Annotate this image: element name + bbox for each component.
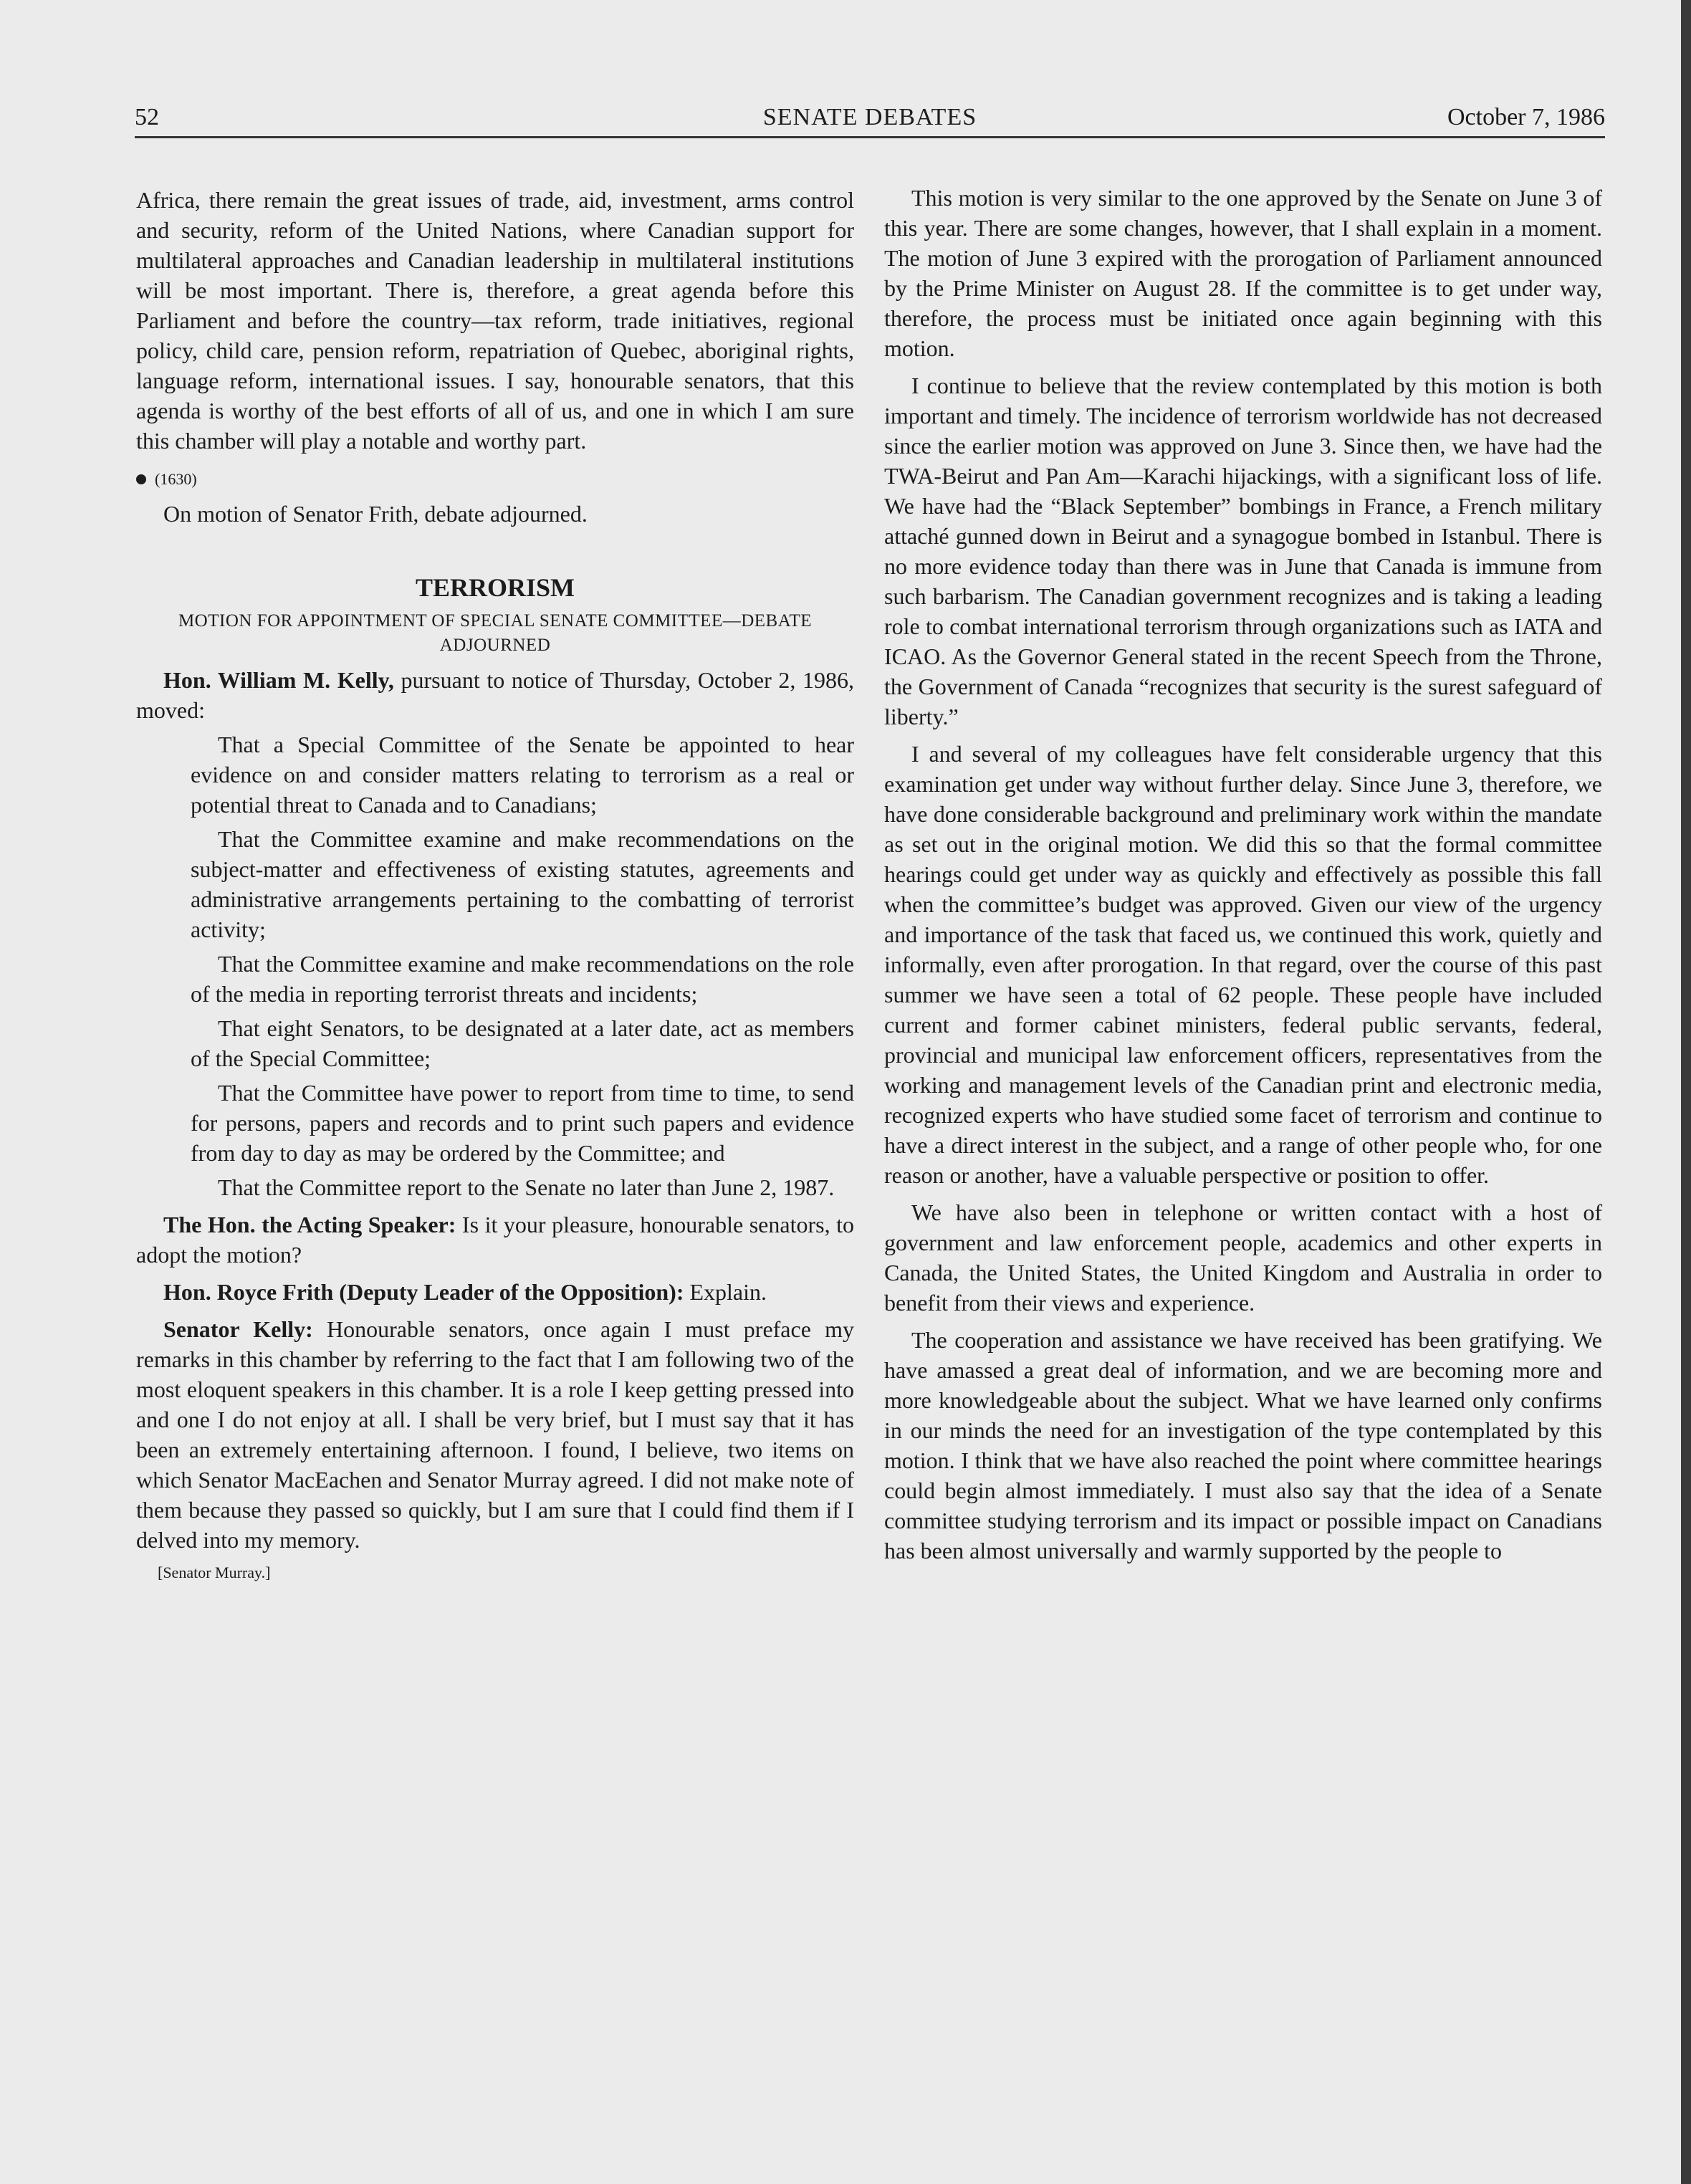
scan-edge: [1681, 0, 1691, 2184]
page-header: [135, 99, 1605, 138]
opening-paragraph: Africa, there remain the great issues of trade, aid, investment, arms control and security, reform of the United Nations, where Canadian support for multilateral approaches and Canadian leadership in multilateral institutions will be most important. There is, therefore, a great agenda before this Parliament and before the country—tax reform, trade initiatives, regional policy, child care, pension reform, repatriation of Quebec, aboriginal rights, language reform, international issues. I say, honourable senators, that this agenda is worthy of the best efforts of all of us, and one in which I am sure this chamber will play a notable and worthy part.: [136, 187, 854, 454]
motion-clause: That eight Senators, to be designated at a later date, act as members of the Special Committee;: [191, 1015, 854, 1071]
motion-text: [191, 729, 854, 1202]
motion-clause: That the Committee report to the Senate no later than June 2, 1987.: [218, 1174, 835, 1200]
issue-date: October 7, 1986: [1447, 104, 1605, 130]
speaker-name: The Hon. the Acting Speaker:: [163, 1212, 456, 1237]
right-column: [884, 183, 1602, 1566]
paragraph: I and several of my colleagues have felt considerable urgency that this examination get under way without further delay. Since June 3, therefore, we have done considerable background and preliminary work within the mandate as set out in the original motion. We did this so that the formal committee hearings could get under way as quickly and effectively as possible this fall when the committee’s budget was approved. Given our view of the urgency and importance of the task that faced us, we continued this work, quietly and informally, even after prorogation. In that regard, over the course of this past summer we have seen a total of 62 people. These people have included current and former cabinet ministers, federal public servants, federal, provincial and municipal law enforcement officers, representatives from the working and management levels of the Canadian print and electronic media, recognized experts who have studied some facet of terrorism and continue to have a direct interest in the subject, and a range of other people who, for one reason or another, have a valuable perspective or position to offer.: [884, 741, 1602, 1188]
paragraph: We have also been in telephone or written contact with a host of government and law enforcement people, academics and other experts in Canada, the United States, the United Kingdom and Australia in order to benefit from their views and experience.: [884, 1199, 1602, 1316]
motion-clause: That a Special Committee of the Senate be appointed to hear evidence on and consider matters relating to terrorism as a real or potential threat to Canada and to Canadians;: [191, 732, 854, 818]
time-marker: [136, 469, 854, 490]
page-number: 52: [135, 104, 159, 130]
motion-clause: That the Committee examine and make recommendations on the role of the media in reporting terrorist threats and incidents;: [191, 951, 854, 1007]
speaker-name: Senator Kelly:: [163, 1316, 313, 1342]
paragraph: This motion is very similar to the one approved by the Senate on June 3 of this year. There are some changes, however, that I shall explain in a moment. The motion of June 3 expired with the prorogation of Parliament announced by the Prime Minister on August 28. If the committee is to get under way, therefore, the process must be initiated once again beginning with this motion.: [884, 185, 1602, 361]
adjournment-note: On motion of Senator Frith, debate adjourned.: [163, 501, 588, 527]
motion-clause: That the Committee examine and make recommendations on the subject-matter and effectiveness of existing statutes, agreements and administrative arrangements pertaining to the combatting of terrorist activity;: [191, 826, 854, 942]
journal-title: SENATE DEBATES: [762, 104, 977, 130]
motion-clause: That the Committee have power to report from time to time, to send for persons, papers and records and to print such papers and evidence from day to day as may be ordered by the Committee; and: [191, 1080, 854, 1166]
frith-remark: [136, 1277, 854, 1307]
left-column: [136, 185, 854, 1584]
time-marker-text: (1630): [155, 470, 197, 488]
speaker-name: Hon. William M. Kelly,: [163, 667, 394, 693]
speech-text: Honourable senators, once again I must preface my remarks in this chamber by referring to the fact that I am following two of the most eloquent speakers in this chamber. It is a role I keep getting pressed into and one I do not enjoy at all. I shall be very brief, but I must say that it has been an extremely entertaining afternoon. I found, I believe, two items on which Senator MacEachen and Senator Murray agreed. I did not make note of them because they passed so quickly, but I am sure that I could find them if I delved into my memory.: [136, 1316, 855, 1553]
acting-speaker-remark: [136, 1210, 854, 1270]
speech-text: Is it your pleasure, honourable senators, to adopt the motion?: [136, 1212, 855, 1268]
paragraph: I continue to believe that the review contemplated by this motion is both important and timely. The incidence of terrorism worldwide has not decreased since the earlier motion was approved on June 3. Since then, we have had the TWA-Beirut and Pan Am—Karachi hijackings, with a significant loss of life. We have had the “Black September” bombings in France, a French military attaché gunned down in Beirut and a synagogue bombed in Istanbul. There is no more evidence today than there was in June that Canada is immune from such barbarism. The Canadian government recognizes and is taking a leading role to combat international terrorism through organizations such as IATA and ICAO. As the Governor General stated in the recent Speech from the Throne, the Government of Canada “recognizes that security is the surest safeguard of liberty.”: [884, 373, 1602, 729]
speech-text: pursuant to notice of Thursday, October 2, 1986, moved:: [136, 667, 855, 723]
attribution-note: [Senator Murray.]: [158, 1563, 271, 1581]
speech-text: Explain.: [684, 1279, 767, 1305]
bullet-icon: [136, 474, 146, 484]
section-subtitle: MOTION FOR APPOINTMENT OF SPECIAL SENATE COMMITTEE—DEBATE ADJOURNED: [178, 611, 813, 655]
kelly-speech: [136, 1314, 854, 1555]
section-title: TERRORISM: [415, 573, 575, 602]
kelly-intro: [136, 665, 854, 725]
paragraph: The cooperation and assistance we have received has been gratifying. We have amassed a great deal of information, and we are becoming more and more knowledgeable about the subject. What we have learned only confirms in our minds the need for an investigation of the type contemplated by this motion. I think that we have also reached the point where committee hearings could begin almost immediately. I must also say that the idea of a Senate committee studying terrorism and its impact or possible impact on Canadians has been almost universally and warmly supported by the people to: [884, 1327, 1602, 1563]
speaker-name: Hon. Royce Frith (Deputy Leader of the Opposition):: [163, 1279, 684, 1305]
